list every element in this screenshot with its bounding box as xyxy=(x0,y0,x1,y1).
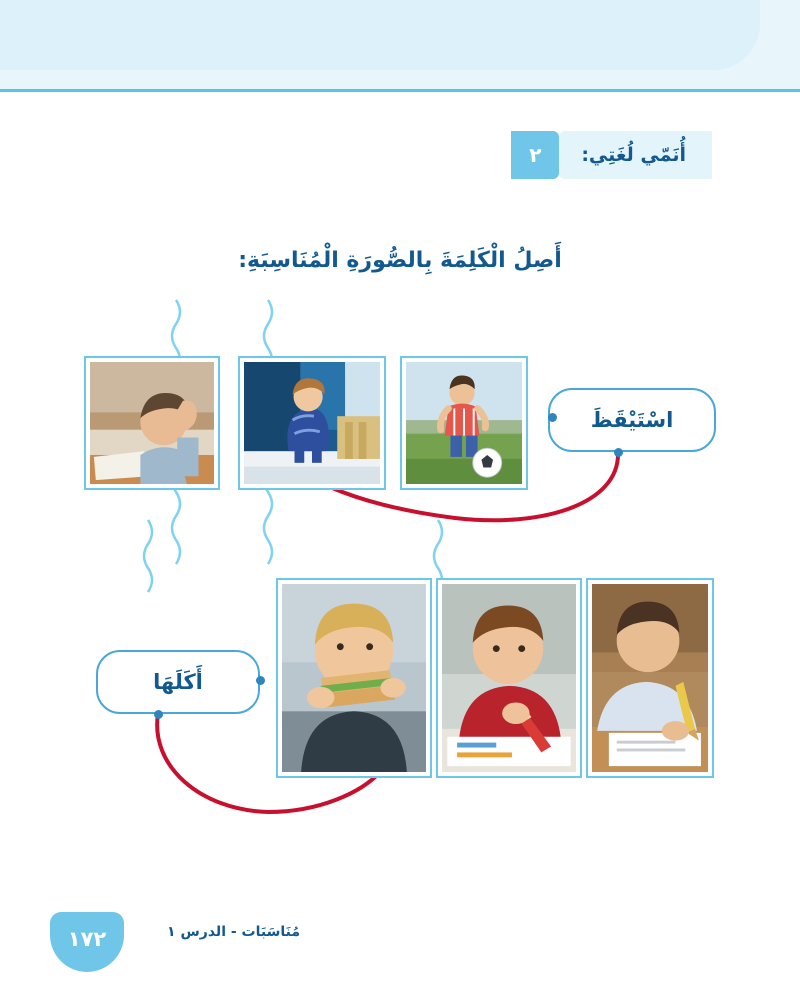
exercise-number-badge: ٢ xyxy=(511,131,559,179)
header-rule xyxy=(0,89,800,92)
photo-image-pajama-girl xyxy=(244,362,380,484)
exercise-header xyxy=(511,131,712,179)
header-band-inner xyxy=(0,0,760,70)
squiggle-line xyxy=(144,520,152,592)
word-bubble-2-text: أَكَلَهَا xyxy=(153,670,203,694)
word-bubble-1[interactable] xyxy=(548,388,716,452)
photo-image-boy-eating-sandwich xyxy=(282,584,426,772)
photo-image-boy-with-ball xyxy=(406,362,522,484)
header-band xyxy=(0,0,800,95)
photo-card[interactable] xyxy=(238,356,386,490)
photo-card[interactable] xyxy=(436,578,582,778)
word-bubble-2[interactable] xyxy=(96,650,260,714)
photo-image-reading-boy xyxy=(90,362,214,484)
page-number-badge: ١٧٢ xyxy=(50,912,124,972)
photo-image-boy-coloring xyxy=(442,584,576,772)
photo-card[interactable] xyxy=(586,578,714,778)
photo-card[interactable] xyxy=(84,356,220,490)
photo-card[interactable] xyxy=(276,578,432,778)
connector-dot[interactable] xyxy=(256,676,265,685)
word-bubble-1-text: اسْتَيْقَظَ xyxy=(590,408,674,432)
connector-dot[interactable] xyxy=(548,413,557,422)
exercise-title: أُنَمّي لُغَتِي: xyxy=(559,131,712,179)
connector-dot[interactable] xyxy=(614,448,623,457)
connector-dot[interactable] xyxy=(154,710,163,719)
photo-card[interactable] xyxy=(400,356,528,490)
footer-note: مُنَاسَبَات - الدرس ١ xyxy=(167,924,300,940)
photo-image-boy-writing xyxy=(592,584,708,772)
instruction-text: أَصِلُ الْكَلِمَةَ بِالصُّورَةِ الْمُنَاسِبَةِ: xyxy=(238,248,562,273)
